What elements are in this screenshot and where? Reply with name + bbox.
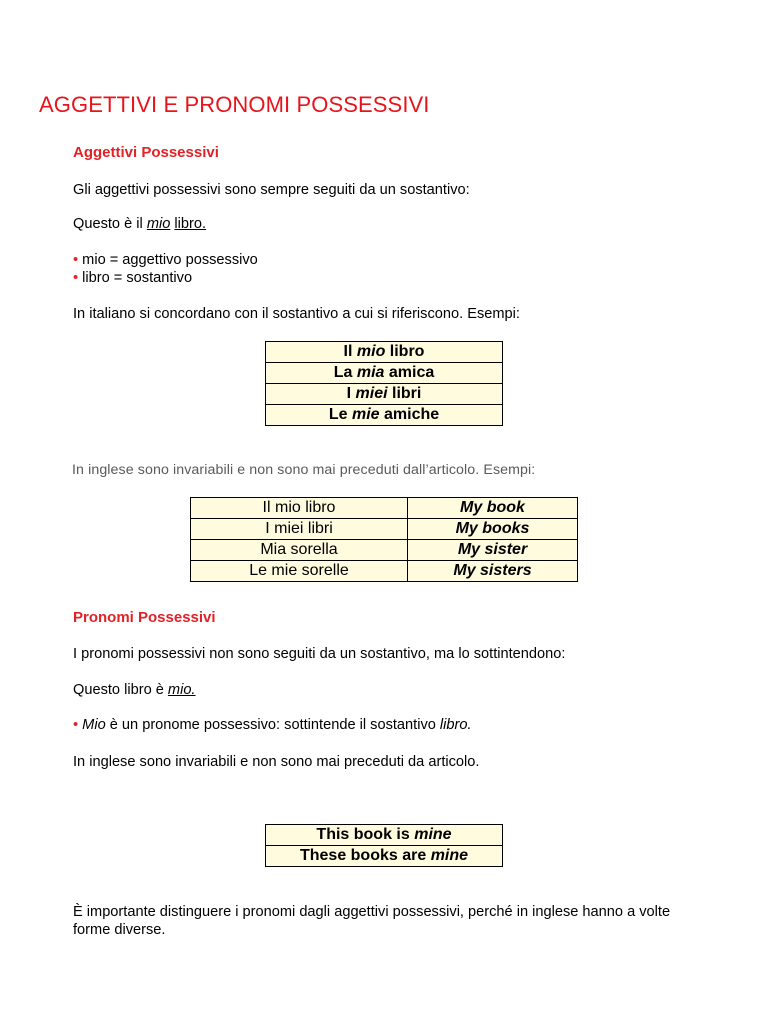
table-row <box>266 363 503 384</box>
table-cell: I miei libri <box>266 384 503 405</box>
section-heading-pronomi: Pronomi Possessivi <box>73 609 216 626</box>
english-cell: My sisters <box>408 561 578 582</box>
table-row <box>191 519 578 540</box>
english-cell: My book <box>408 498 578 519</box>
table-cell: This book is mine <box>266 825 503 846</box>
table-cell: La mia amica <box>266 363 503 384</box>
table-row <box>191 498 578 519</box>
table-row <box>191 540 578 561</box>
italian-agreement-table <box>265 341 503 426</box>
bullet-dot-icon: • <box>73 270 79 286</box>
bullet-dot-icon: • <box>73 252 79 268</box>
english-note-adjectives: In inglese sono invariabili e non sono mai preceduti dall’articolo. Esempi: <box>72 462 536 478</box>
english-cell: My sister <box>408 540 578 561</box>
section-heading-aggettivi: Aggettivi Possessivi <box>73 144 219 161</box>
bullet-item <box>73 269 192 287</box>
table-row <box>191 561 578 582</box>
aggettivi-intro: Gli aggettivi possessivi sono sempre seguiti da un sostantivo: <box>73 182 470 198</box>
pronomi-intro: I pronomi possessivi non sono seguiti da un sostantivo, ma lo sottintendono: <box>73 646 566 662</box>
pronomi-example <box>73 681 196 699</box>
bullet-text: è un pronome possessivo: sottintende il sostantivo <box>105 717 440 733</box>
example-prefix: Questo libro è <box>73 682 168 698</box>
agreement-text: In italiano si concordano con il sostantivo a cui si riferiscono. Esempi: <box>73 306 520 322</box>
table-row <box>266 342 503 363</box>
italian-cell: Il mio libro <box>191 498 408 519</box>
bullet-item <box>73 251 258 269</box>
table-row <box>266 825 503 846</box>
bullet-emphasis: Mio <box>82 717 106 733</box>
italian-cell: I miei libri <box>191 519 408 540</box>
pronoun-table <box>265 824 503 867</box>
table-cell: These books are mine <box>266 846 503 867</box>
bullet-text: libro = sostantivo <box>78 270 193 286</box>
bullet-text: mio = aggettivo possessivo <box>78 252 258 268</box>
english-cell: My books <box>408 519 578 540</box>
english-note-pronouns: In inglese sono invariabili e non sono mai preceduti da articolo. <box>73 754 480 770</box>
bullet-emphasis: libro. <box>439 717 472 733</box>
table-row <box>266 405 503 426</box>
table-row <box>266 846 503 867</box>
bullet-dot-icon: • <box>73 717 79 733</box>
aggettivi-example <box>73 215 206 233</box>
table-row <box>266 384 503 405</box>
italian-cell: Mia sorella <box>191 540 408 561</box>
conclusion-text: È importante distinguere i pronomi dagli aggettivi possessivi, perché in inglese hanno a volte forme diverse. <box>73 904 671 938</box>
example-noun: libro. <box>174 216 207 232</box>
example-adjective: mio <box>146 216 171 232</box>
italian-cell: Le mie sorelle <box>191 561 408 582</box>
example-prefix: Questo è il <box>73 216 147 232</box>
table-cell: Le mie amiche <box>266 405 503 426</box>
table-cell: Il mio libro <box>266 342 503 363</box>
page-title: AGGETTIVI E PRONOMI POSSESSIVI <box>39 92 430 117</box>
bullet-item <box>73 716 472 734</box>
italian-english-table <box>190 497 578 582</box>
example-pronoun: mio. <box>167 682 196 698</box>
